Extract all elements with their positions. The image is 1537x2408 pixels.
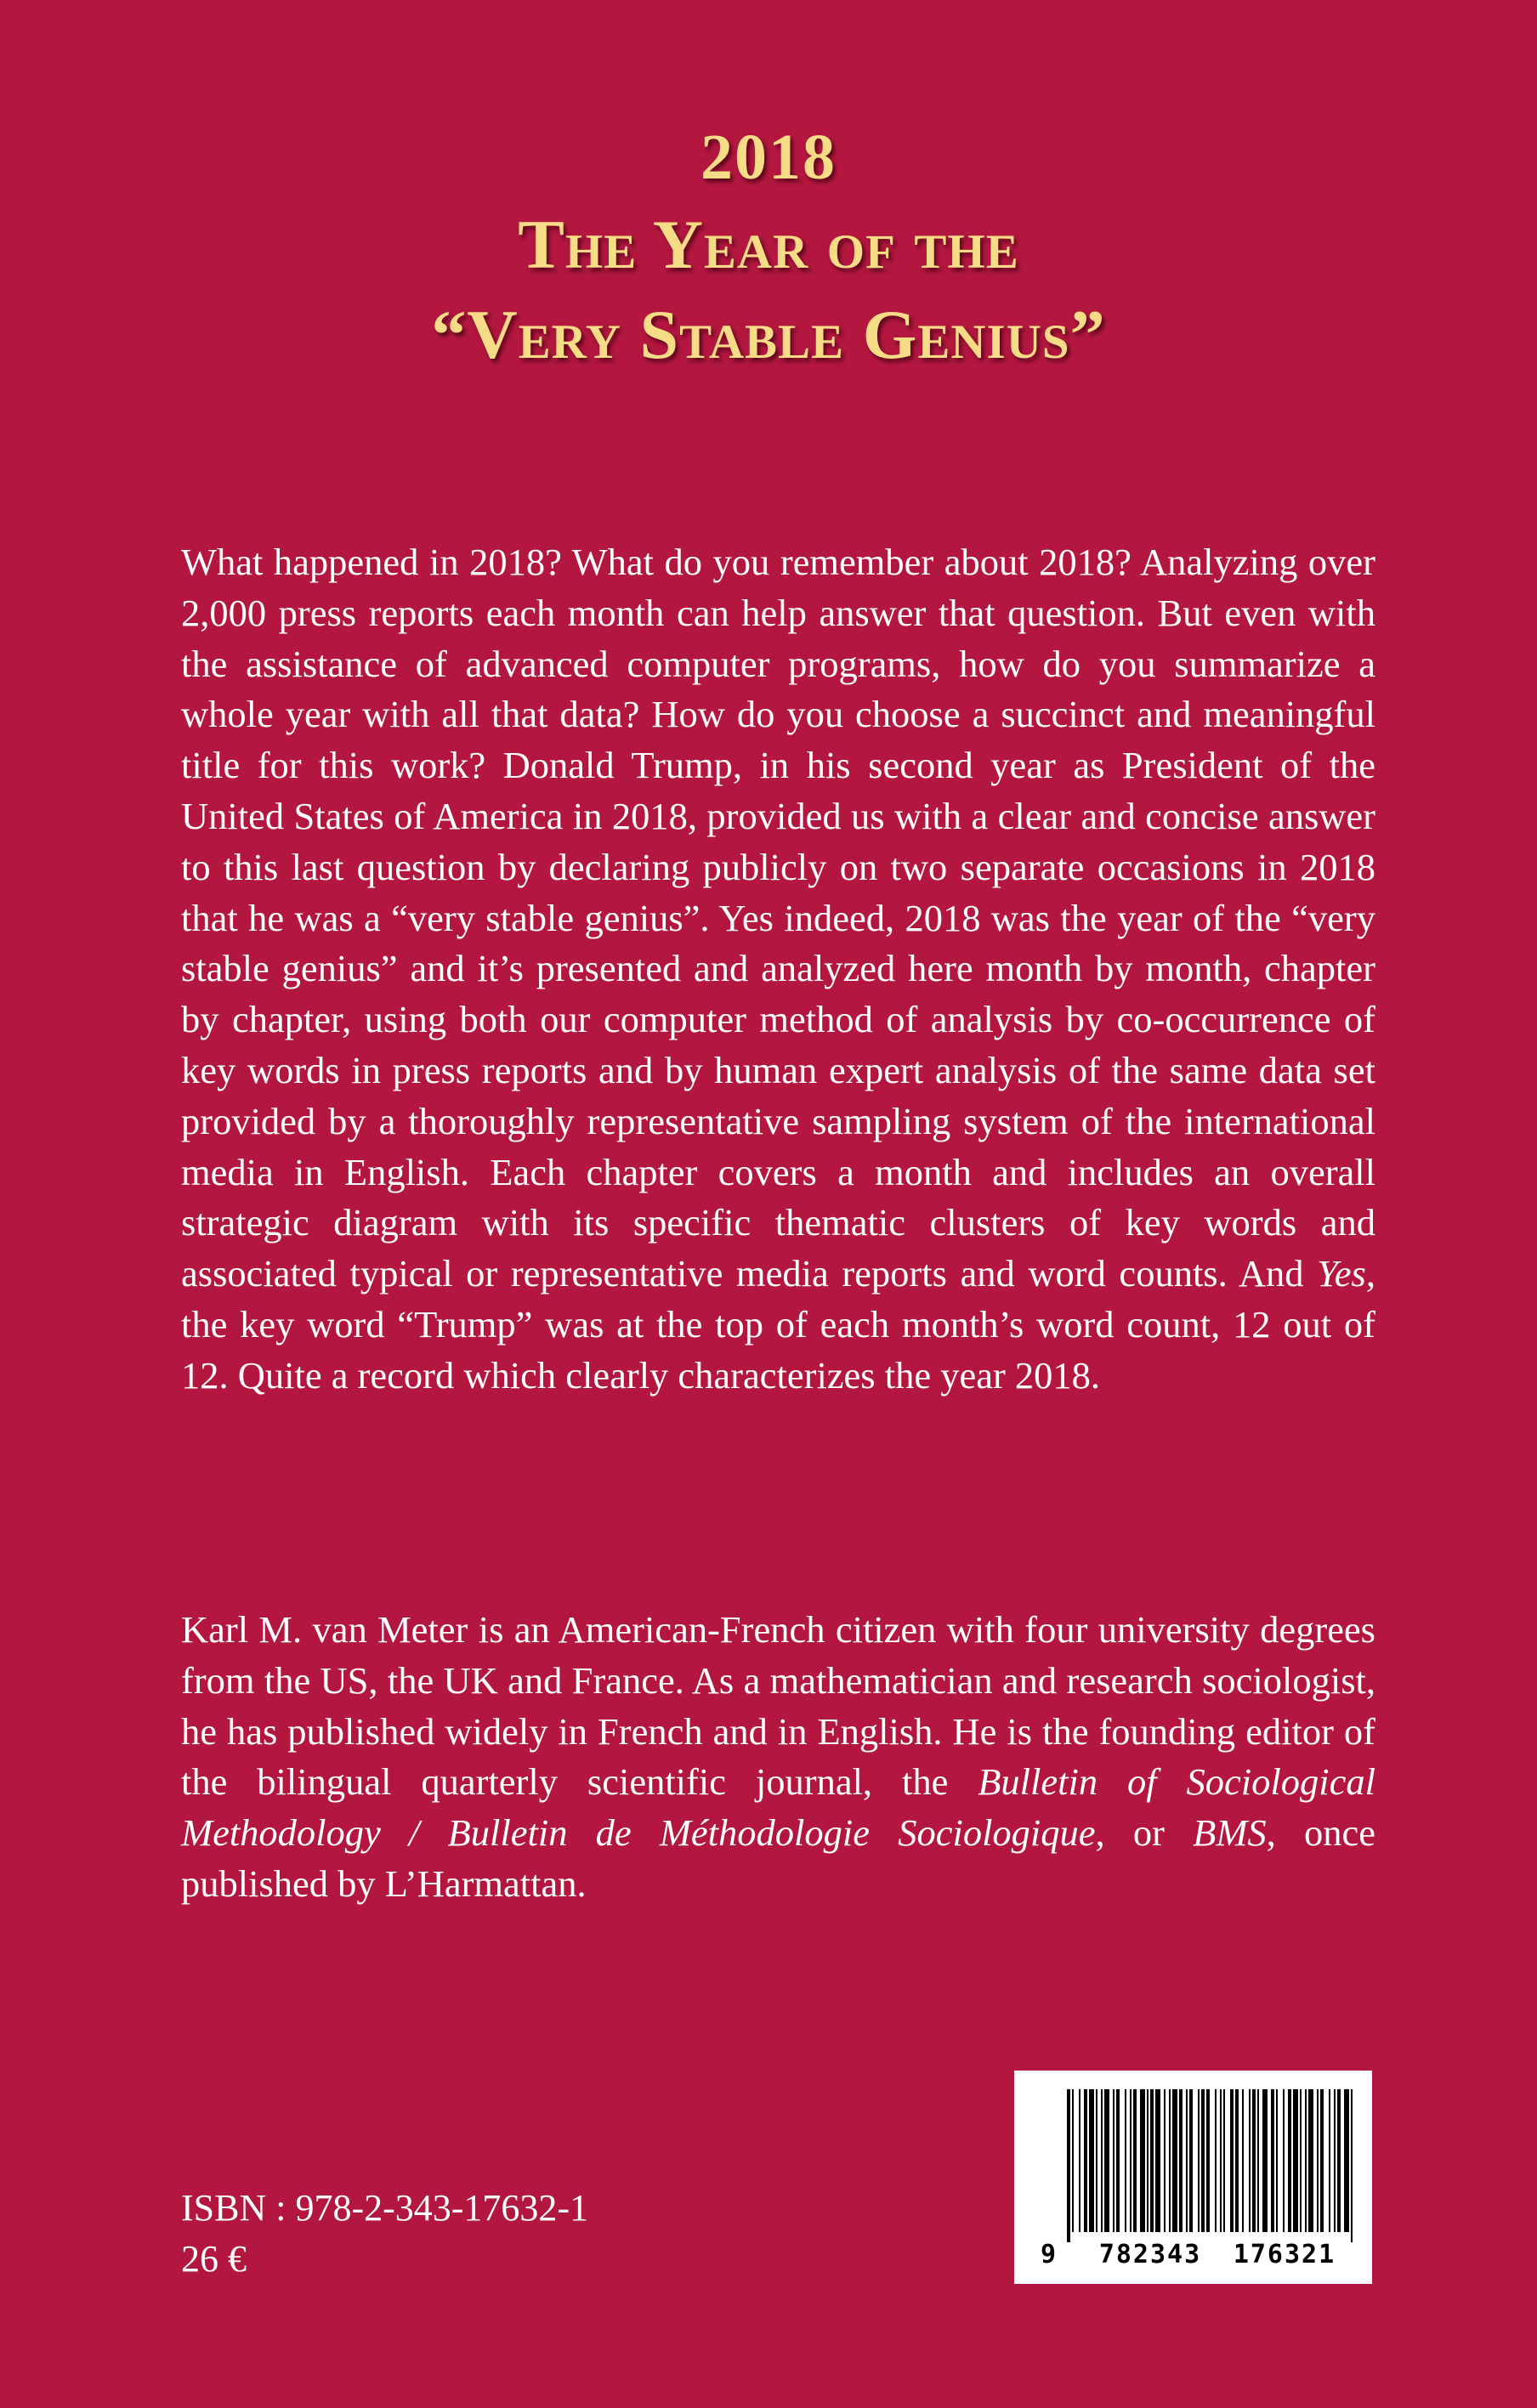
title-line-1: The Year of the	[518, 206, 1019, 283]
barcode-bar	[1125, 2089, 1126, 2232]
barcode-bar	[1317, 2089, 1319, 2232]
barcode-bars	[1067, 2089, 1353, 2242]
barcode-bar	[1084, 2089, 1087, 2232]
barcode-digit-first: 9	[1040, 2240, 1057, 2269]
barcode-bar	[1293, 2089, 1298, 2232]
barcode-bar	[1164, 2089, 1166, 2232]
barcode-bar	[1079, 2089, 1080, 2232]
barcode-bar	[1215, 2089, 1217, 2232]
barcode-bar	[1150, 2089, 1154, 2232]
barcode-bar	[1147, 2089, 1148, 2232]
price: 26 €	[181, 2238, 247, 2280]
barcode-bar	[1133, 2089, 1137, 2232]
isbn-block	[181, 2183, 588, 2285]
barcode-bar	[1189, 2089, 1193, 2232]
cover-title	[0, 115, 1537, 380]
barcode-bar	[1067, 2089, 1070, 2242]
blurb-yes: Yes	[1317, 1252, 1366, 1295]
barcode-bar	[1320, 2089, 1324, 2232]
barcode-bar	[1288, 2089, 1291, 2232]
barcode-bar	[1116, 2089, 1120, 2232]
barcode-bar	[1337, 2089, 1341, 2232]
barcode-bar	[1230, 2089, 1234, 2232]
barcode-bar	[1262, 2089, 1268, 2232]
barcode-bar	[1276, 2089, 1278, 2232]
barcode-bar	[1329, 2089, 1330, 2232]
blurb-text-1: What happened in 2018? What do you remember about 2018? Analyzing over 2,000 press reports each month can help answer that question. But even with the assistance of advanced computer programs, how do you summarize a whole year with all that data? How do you choose a succinct and meaningful title for this work? Donald Trump, in his second year as President of the United States of America in 2018, provided us with a clear and concise answer to this last question by declaring publicly on two separate occasions in 2018 that he was a “very stable genius”. Yes indeed, 2018 was the year of the “very stable genius” and it’s presented and analyzed here month by month, chapter by chapter, using both our computer method of analysis by co-occurrence of key words in press reports and by human expert analysis of the same data set provided by a thoroughly representative sampling system of the international media in English. Each chapter covers a month and includes an overall strategic diagram with its specific thematic clusters of key words and associated typical or representative media reports and word counts. And	[181, 541, 1375, 1295]
barcode-bar	[1305, 2089, 1307, 2232]
barcode-bar	[1201, 2089, 1205, 2232]
barcode-bar	[1223, 2089, 1225, 2232]
barcode-bar	[1351, 2089, 1353, 2242]
bio-journal-name: Bulletin of Sociological Methodology / Bulletin de Méthodologie Sociologique	[181, 1760, 1375, 1855]
barcode-bar	[1172, 2089, 1177, 2232]
bio-text-2: , or	[1095, 1811, 1194, 1855]
barcode-bar	[1186, 2089, 1188, 2232]
barcode-bar	[1101, 2089, 1103, 2232]
barcode-bar	[1130, 2089, 1131, 2232]
barcode-bar	[1344, 2089, 1349, 2232]
barcode-bar	[1155, 2089, 1160, 2232]
barcode-bar	[1206, 2089, 1210, 2232]
author-bio	[181, 1605, 1375, 1910]
barcode-bar	[1198, 2089, 1200, 2232]
barcode-bar	[1072, 2089, 1074, 2232]
bio-text-3: , once published by L’Harmattan.	[181, 1811, 1375, 1905]
barcode-bar	[1300, 2089, 1302, 2232]
barcode-bar	[1113, 2089, 1114, 2232]
blurb-text-2: , the key word “Trump” was at the top of each month’s word count, 12 out of 12. Quite a record which clearly characterizes the year 2018.	[181, 1252, 1375, 1397]
barcode-bar	[1334, 2089, 1336, 2232]
barcode-bar	[1104, 2089, 1109, 2232]
book-blurb	[181, 537, 1375, 1402]
barcode-bar	[1242, 2089, 1244, 2232]
barcode-bar	[1252, 2089, 1256, 2232]
title-year: 2018	[700, 122, 837, 193]
barcode-bar	[1096, 2089, 1097, 2232]
barcode-bar	[1140, 2089, 1145, 2232]
isbn-number: ISBN : 978-2-343-17632-1	[181, 2187, 589, 2229]
barcode-bar	[1169, 2089, 1171, 2232]
bio-text-1: Karl M. van Meter is an American-French citizen with four university degrees from the US, the UK and France. As a mathematician and research sociologist, he has published widely in French and in English. He is the founding editor of the bilingual quarterly scientific journal, the	[181, 1608, 1375, 1804]
barcode	[1014, 2071, 1372, 2284]
barcode-digits-left: 782343	[1098, 2240, 1202, 2269]
barcode-bar	[1220, 2089, 1222, 2232]
barcode-graphic	[1014, 2071, 1372, 2284]
barcode-bar	[1271, 2089, 1274, 2232]
bio-bms: BMS	[1193, 1811, 1267, 1855]
title-line-2: “Very Stable Genius”	[431, 296, 1106, 373]
barcode-bar	[1257, 2089, 1259, 2232]
barcode-bar	[1235, 2089, 1239, 2232]
barcode-digits-right: 176321	[1233, 2240, 1336, 2269]
barcode-bar	[1308, 2089, 1313, 2232]
barcode-bar	[1249, 2089, 1251, 2232]
barcode-bar	[1283, 2089, 1285, 2232]
barcode-bar	[1179, 2089, 1183, 2232]
barcode-bar	[1089, 2089, 1094, 2232]
